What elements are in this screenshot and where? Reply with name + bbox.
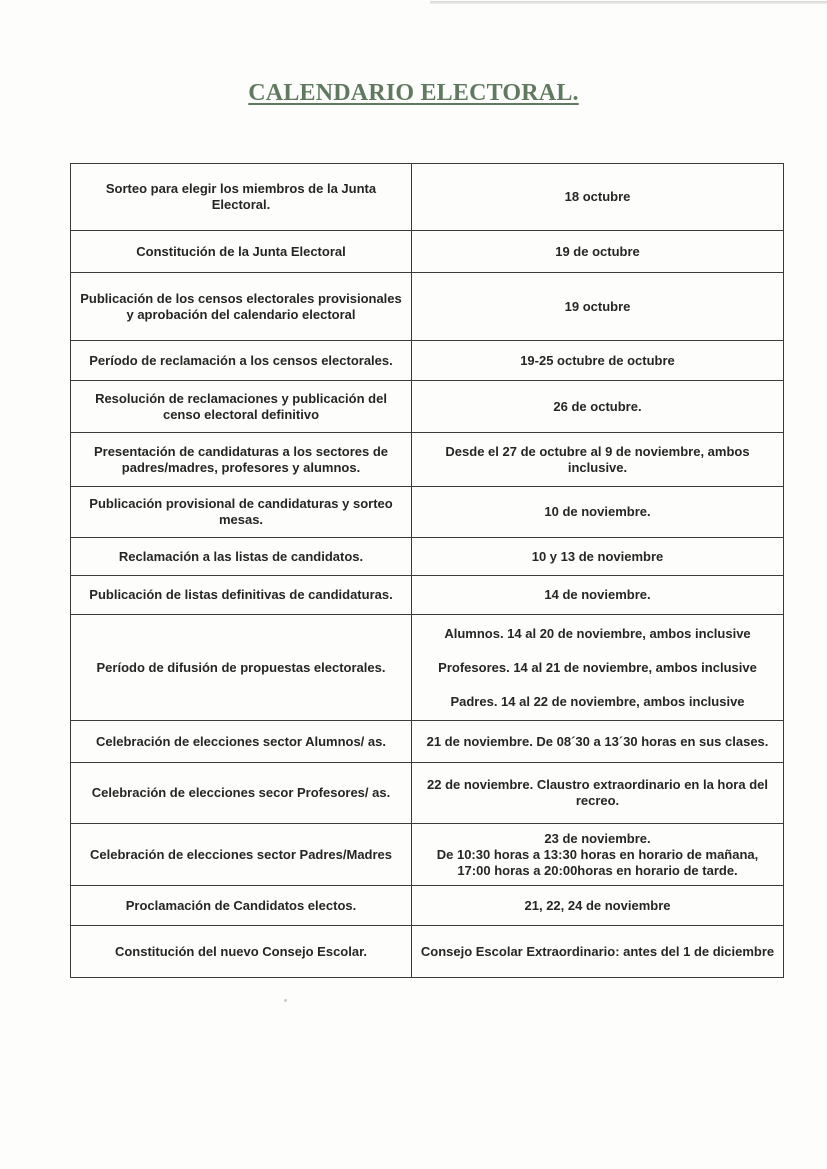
event-cell: Período de difusión de propuestas electorales. (71, 615, 412, 721)
event-cell: Publicación provisional de candidaturas y sorteo mesas. (71, 487, 412, 538)
event-cell: Celebración de elecciones sector Padres/Madres (71, 824, 412, 886)
table-row (71, 538, 784, 576)
table-row (71, 231, 784, 273)
event-cell: Celebración de elecciones secor Profesores/ as. (71, 763, 412, 824)
electoral-calendar-table (70, 163, 784, 978)
event-cell: Sorteo para elegir los miembros de la Junta Electoral. (71, 164, 412, 231)
event-cell: Publicación de listas definitivas de candidaturas. (71, 576, 412, 615)
date-line: 23 de noviembre. (544, 830, 651, 846)
table-row (71, 721, 784, 763)
event-cell: Presentación de candidaturas a los sectores de padres/madres, profesores y alumnos. (71, 433, 412, 487)
date-line: Profesores. 14 al 21 de noviembre, ambos inclusive (438, 659, 757, 675)
date-line: Padres. 14 al 22 de noviembre, ambos inclusive (450, 693, 745, 709)
event-cell: Constitución de la Junta Electoral (71, 231, 412, 273)
event-cell: Resolución de reclamaciones y publicación del censo electoral definitivo (71, 381, 412, 433)
date-cell (412, 615, 784, 721)
date-cell: 14 de noviembre. (412, 576, 784, 615)
table-row (71, 576, 784, 615)
date-line: De 10:30 horas a 13:30 horas en horario de mañana, (436, 846, 759, 862)
event-cell: Período de reclamación a los censos electorales. (71, 341, 412, 381)
event-cell: Constitución del nuevo Consejo Escolar. (71, 926, 412, 978)
event-cell: Celebración de elecciones sector Alumnos/ as. (71, 721, 412, 763)
table-row (71, 341, 784, 381)
date-line: 17:00 horas a 20:00horas en horario de tarde. (457, 862, 738, 878)
date-cell: 10 de noviembre. (412, 487, 784, 538)
page-title: CALENDARIO ELECTORAL. (248, 80, 579, 106)
scan-speck (284, 999, 287, 1002)
table-row (71, 886, 784, 926)
table-row (71, 433, 784, 487)
date-cell: 10 y 13 de noviembre (412, 538, 784, 576)
scan-edge-line (430, 1, 827, 4)
table-row (71, 763, 784, 824)
date-cell: 18 octubre (412, 164, 784, 231)
event-cell: Reclamación a las listas de candidatos. (71, 538, 412, 576)
date-cell: 26 de octubre. (412, 381, 784, 433)
date-cell: Consejo Escolar Extraordinario: antes del 1 de diciembre (412, 926, 784, 978)
table-row (71, 487, 784, 538)
table-row (71, 824, 784, 886)
table-row (71, 381, 784, 433)
event-cell: Publicación de los censos electorales provisionales y aprobación del calendario electoral (71, 273, 412, 341)
date-cell: 22 de noviembre. Claustro extraordinario en la hora del recreo. (412, 763, 784, 824)
table-row (71, 615, 784, 721)
table-row (71, 273, 784, 341)
date-cell: 21, 22, 24 de noviembre (412, 886, 784, 926)
date-cell: 19 octubre (412, 273, 784, 341)
date-cell: 19-25 octubre de octubre (412, 341, 784, 381)
date-cell: 21 de noviembre. De 08´30 a 13´30 horas en sus clases. (412, 721, 784, 763)
table-row (71, 164, 784, 231)
table-row (71, 926, 784, 978)
date-cell: 19 de octubre (412, 231, 784, 273)
event-cell: Proclamación de Candidatos electos. (71, 886, 412, 926)
date-line: Alumnos. 14 al 20 de noviembre, ambos inclusive (444, 625, 751, 641)
date-cell: Desde el 27 de octubre al 9 de noviembre, ambos inclusive. (412, 433, 784, 487)
date-cell (412, 824, 784, 886)
